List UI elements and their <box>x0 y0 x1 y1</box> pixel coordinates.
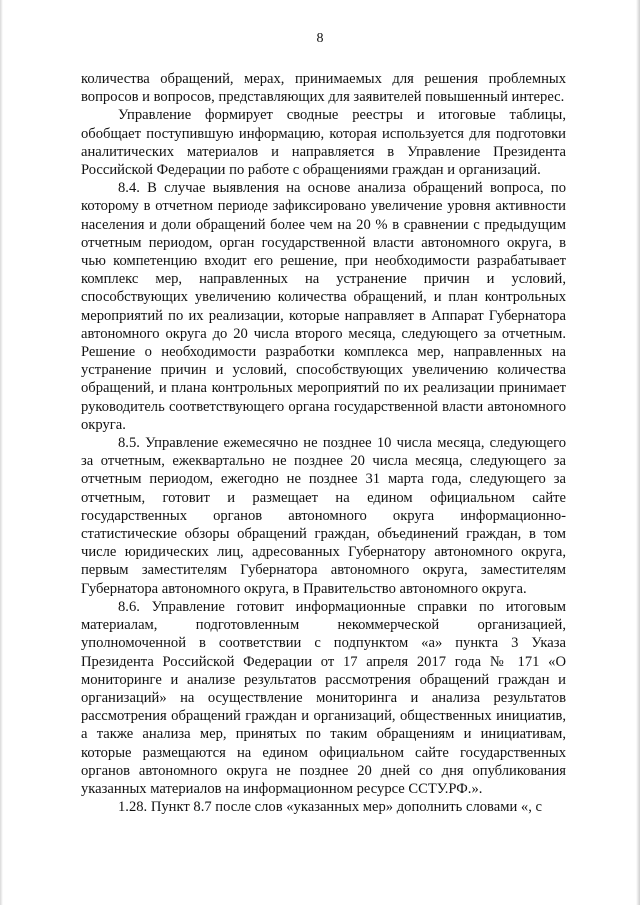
paragraph-8-5: 8.5. Управление ежемесячно не позднее 10 числа месяца, следующего за отчетным, ежеквартально не позднее 20 числа месяца, следующего за отчетным периодом, ежегодно не позднее 31 марта года, следующего за отчетным, готовит и размещает на едином официальном сайте государственных органов автономного округа информационно-статистические обзоры обращений граждан, объединений граждан, в том числе юридических лиц, адресованных Губернатору автономного округа, первым заместителям Губернатора автономного округа, заместителям Губернатора автономного округа, в Правительство автономного округа. <box>81 435 566 597</box>
scan-edge-right <box>636 0 640 905</box>
paragraph-continuation: количества обращений, мерах, принимаемых для решения проблемных вопросов и вопросов, представляющих для заявителей повышенный интерес. <box>81 71 566 106</box>
scan-edge-left <box>0 0 3 905</box>
paragraph-8-4: 8.4. В случае выявления на основе анализа обращений вопроса, по которому в отчетном периоде зафиксировано увеличение уровня активности населения и доли обращений более чем на 20 % в сравнении с предыдущим отчетным периодом, орган государственной власти автономного округа, в чью компетенцию входит его решение, при необходимости разрабатывает комплекс мер, направленных на устранение причин и условий, способствующих увеличению количества обращений, и план контрольных мероприятий по их реализации, которые направляет в Аппарат Губернатора автономного округа до 20 числа второго месяца, следующего за отчетным. Решение о необходимости разработки комплекса мер, направленных на устранение причин и условий, способствующих увеличению количества обращений, и плана контрольных мероприятий по их реализации принимает руководитель соответствующего органа государственной власти автономного округа. <box>81 180 566 433</box>
paragraph-summary-registers: Управление формирует сводные реестры и итоговые таблицы, обобщает поступившую информацию, которая используется для подготовки аналитических материалов и направляется в Управление Президента Российской Федерации по работе с обращениями граждан и организаций. <box>81 107 566 179</box>
paragraph-1-28: 1.28. Пункт 8.7 после слов «указанных мер» дополнить словами «, с <box>118 799 542 816</box>
document-body <box>81 70 566 816</box>
page-number: 8 <box>316 31 324 46</box>
paragraph-8-6: 8.6. Управление готовит информационные справки по итоговым материалам, подготовленным некоммерческой организацией, уполномоченной в соответствии с подпунктом «а» пункта 3 Указа Президента Российской Федерации от 17 апреля 2017 года № 171 «О мониторинге и анализе результатов рассмотрения обращений граждан и организаций» на осуществление мониторинга и анализа результатов рассмотрения обращений граждан и организаций, общественных инициатив, а также анализа мер, принятых по таким обращениям и инициативам, которые размещаются на едином официальном сайте государственных органов автономного округа не позднее 20 дней со дня опубликования указанных материалов на информационном ресурсе ССТУ.РФ.». <box>81 598 566 797</box>
